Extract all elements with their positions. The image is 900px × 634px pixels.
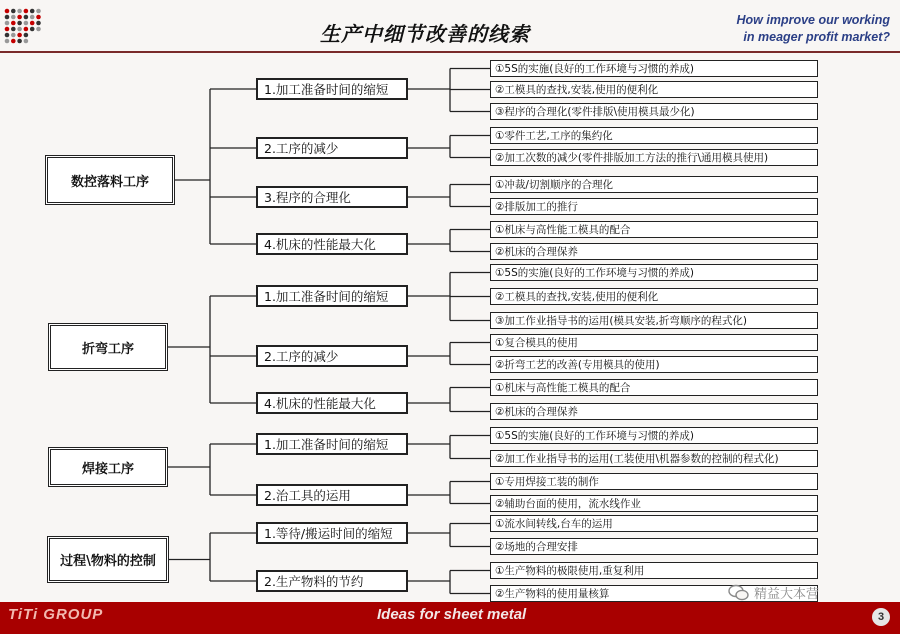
logo-dot	[11, 27, 16, 32]
brand-name: TiTi GROUP	[8, 606, 104, 623]
logo-dot	[5, 33, 10, 38]
leaf-item-box: ③加工作业指导书的运用(模具安装,折弯顺序的程式化)	[490, 312, 818, 329]
sub-item-box: 2.生产物料的节约	[256, 570, 408, 592]
leaf-item-box: ①5S的实施(良好的工作环境与习惯的养成)	[490, 264, 818, 281]
tagline	[737, 12, 891, 46]
leaf-item-box: ③程序的合理化(零件排版\使用模具最少化)	[490, 103, 818, 120]
sub-item-box: 3.程序的合理化	[256, 186, 408, 208]
logo-dot	[11, 15, 16, 20]
logo-dot	[24, 21, 29, 26]
logo-dot	[24, 33, 29, 38]
category-box: 过程\物料的控制	[47, 536, 169, 583]
leaf-item-box: ②生产物料的使用量核算	[490, 585, 818, 602]
slogan: Ideas for sheet metal	[377, 606, 527, 623]
dot-grid-logo-icon	[3, 7, 43, 45]
logo-dot	[5, 21, 10, 26]
leaf-item-box: ②机床的合理保养	[490, 403, 818, 420]
leaf-item-box: ②加工次数的减少(零件排版加工方法的推行\通用模具使用)	[490, 149, 818, 166]
wechat-icon	[728, 584, 750, 602]
leaf-item-box: ②辅助台面的使用，流水线作业	[490, 495, 818, 512]
logo-dot	[5, 39, 10, 44]
logo-dot	[11, 39, 16, 44]
leaf-item-box: ②机床的合理保养	[490, 243, 818, 260]
watermark	[728, 583, 819, 602]
logo-dot	[17, 9, 22, 14]
logo-dot	[17, 33, 22, 38]
header-rule	[0, 51, 900, 53]
leaf-item-box: ②工模具的查找,安装,使用的便利化	[490, 81, 818, 98]
category-box: 折弯工序	[48, 323, 168, 371]
logo-dot	[17, 27, 22, 32]
leaf-item-box: ①冲裁/切割顺序的合理化	[490, 176, 818, 193]
logo-dot	[17, 39, 22, 44]
logo-dot	[11, 9, 16, 14]
leaf-item-box: ②场地的合理安排	[490, 538, 818, 555]
leaf-item-box: ①机床与高性能工模具的配合	[490, 221, 818, 238]
logo-dot	[36, 9, 41, 14]
logo-dot	[24, 39, 29, 44]
sub-item-box: 1.等待/搬运时间的缩短	[256, 522, 408, 544]
sub-item-box: 2.治工具的运用	[256, 484, 408, 506]
leaf-item-box: ②加工作业指导书的运用(工装使用\机器参数的控制的程式化)	[490, 450, 818, 467]
sub-item-box: 1.加工准备时间的缩短	[256, 433, 408, 455]
page-number: 3	[872, 608, 890, 626]
page-title: 生产中细节改善的线索	[320, 22, 530, 46]
logo-dot	[24, 27, 29, 32]
logo-dot	[36, 15, 41, 20]
logo-dot	[30, 27, 35, 32]
sub-item-box: 1.加工准备时间的缩短	[256, 285, 408, 307]
logo-dot	[5, 15, 10, 20]
logo-dot	[24, 15, 29, 20]
leaf-item-box: ②排版加工的推行	[490, 198, 818, 215]
logo-dot	[30, 15, 35, 20]
logo-dot	[5, 9, 10, 14]
sub-item-box: 4.机床的性能最大化	[256, 233, 408, 255]
logo-dot	[24, 9, 29, 14]
logo-dot	[36, 21, 41, 26]
logo-dot	[30, 9, 35, 14]
category-box: 数控落料工序	[45, 155, 175, 205]
logo-dot	[17, 21, 22, 26]
leaf-item-box: ①5S的实施(良好的工作环境与习惯的养成)	[490, 60, 818, 77]
leaf-item-box: ①流水间转线,台车的运用	[490, 515, 818, 532]
tagline-line1: How improve our working	[736, 13, 890, 27]
leaf-item-box: ①机床与高性能工模具的配合	[490, 379, 818, 396]
sub-item-box: 1.加工准备时间的缩短	[256, 78, 408, 100]
leaf-item-box: ①零件工艺,工序的集约化	[490, 127, 818, 144]
logo-dot	[30, 21, 35, 26]
sub-item-box: 2.工序的减少	[256, 137, 408, 159]
leaf-item-box: ①复合模具的使用	[490, 334, 818, 351]
logo-dot	[11, 21, 16, 26]
leaf-item-box: ①5S的实施(良好的工作环境与习惯的养成)	[490, 427, 818, 444]
logo-dot	[11, 33, 16, 38]
category-box: 焊接工序	[48, 447, 168, 487]
leaf-item-box: ②工模具的查找,安装,使用的便利化	[490, 288, 818, 305]
watermark-text: 精益大本营	[754, 587, 820, 602]
tagline-line2: in meager profit market?	[743, 30, 890, 44]
logo-dot	[17, 15, 22, 20]
logo-dot	[5, 27, 10, 32]
leaf-item-box: ①专用焊接工装的制作	[490, 473, 818, 490]
leaf-item-box: ①生产物料的极限使用,重复利用	[490, 562, 818, 579]
sub-item-box: 2.工序的减少	[256, 345, 408, 367]
leaf-item-box: ②折弯工艺的改善(专用模具的使用)	[490, 356, 818, 373]
logo-dot	[36, 27, 41, 32]
sub-item-box: 4.机床的性能最大化	[256, 392, 408, 414]
